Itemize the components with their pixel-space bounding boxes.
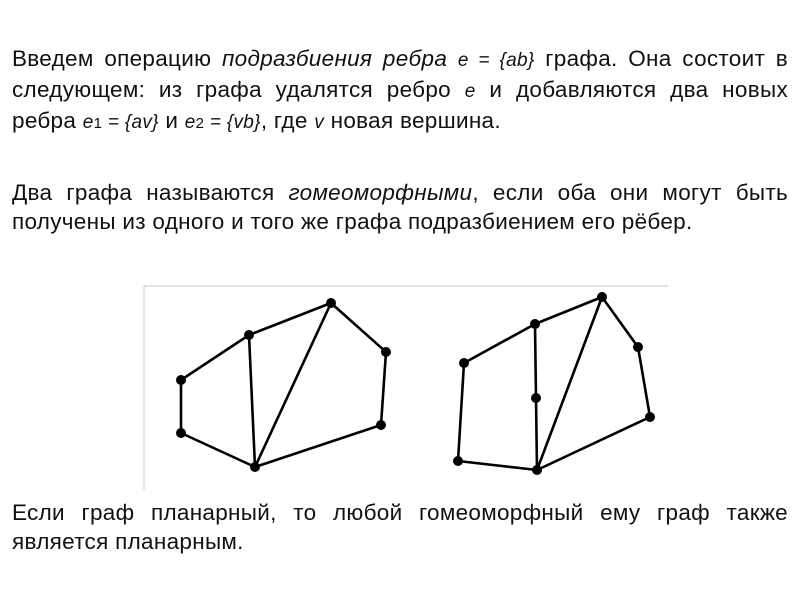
- text-fragment: и: [158, 108, 185, 133]
- graph-edge: [255, 425, 381, 467]
- formula-vertex-v: v: [314, 112, 325, 133]
- graph-vertex: [459, 358, 469, 368]
- graph-vertex: [176, 375, 186, 385]
- formula-e1-name: e: [82, 112, 94, 133]
- graph-edge: [458, 461, 537, 470]
- graph-vertex: [633, 342, 643, 352]
- graph-original: [176, 298, 391, 472]
- graph-vertex: [176, 428, 186, 438]
- graph-edge: [331, 303, 386, 352]
- graph-vertex: [250, 462, 260, 472]
- graph-vertex: [532, 465, 542, 475]
- graph-edge: [458, 363, 464, 461]
- graph-edge: [181, 433, 255, 467]
- formula-e2-value: = {vb}: [204, 112, 261, 133]
- graph-vertex: [531, 393, 541, 403]
- graph-vertex: [381, 347, 391, 357]
- formula-e1-value: = {av}: [102, 112, 159, 133]
- graph-vertex: [376, 420, 386, 430]
- text-fragment: , где: [260, 108, 315, 133]
- graph-vertex: [244, 330, 254, 340]
- text-fragment: Два графа называются: [12, 180, 289, 205]
- graph-edge: [181, 335, 249, 380]
- formula-edge-e: e: [464, 81, 476, 102]
- formula-e2-index: 2: [195, 115, 205, 132]
- graph-vertex: [453, 456, 463, 466]
- graph-edge: [638, 347, 650, 417]
- term-edge-subdivision: подразбиения ребра: [221, 46, 448, 71]
- graph-vertex: [597, 292, 607, 302]
- graph-subdivided: [453, 292, 655, 475]
- text-fragment: , если оба они могут быть получены из одного и того же графа подразбиением его рёбер.: [12, 180, 788, 234]
- graph-edge: [535, 297, 602, 324]
- graph-edge: [249, 335, 255, 467]
- graph-vertex: [326, 298, 336, 308]
- graph-edge: [535, 324, 536, 398]
- graph-vertex: [530, 319, 540, 329]
- paragraph-planarity-statement: Если граф планарный, то любой гомеоморфный ему граф также является планарным.: [12, 500, 788, 554]
- text-fragment: Введем операцию: [12, 46, 222, 71]
- term-homeomorphic: гомеоморфными: [288, 180, 473, 205]
- text-fragment: и добавляются два новых ребра: [12, 77, 788, 133]
- graph-edge: [536, 398, 537, 470]
- text-fragment: новая вершина.: [324, 108, 501, 133]
- graph-vertex: [645, 412, 655, 422]
- formula-e2-name: e: [184, 112, 196, 133]
- graph-edge: [602, 297, 638, 347]
- formula-e1-index: 1: [93, 115, 103, 132]
- graph-edge: [464, 324, 535, 363]
- text-fragment: графа. Она состоит в следующем: из графа удалятся ребро: [12, 46, 789, 102]
- graph-edge: [381, 352, 386, 425]
- formula-edge-ab: e = {ab}: [457, 50, 535, 71]
